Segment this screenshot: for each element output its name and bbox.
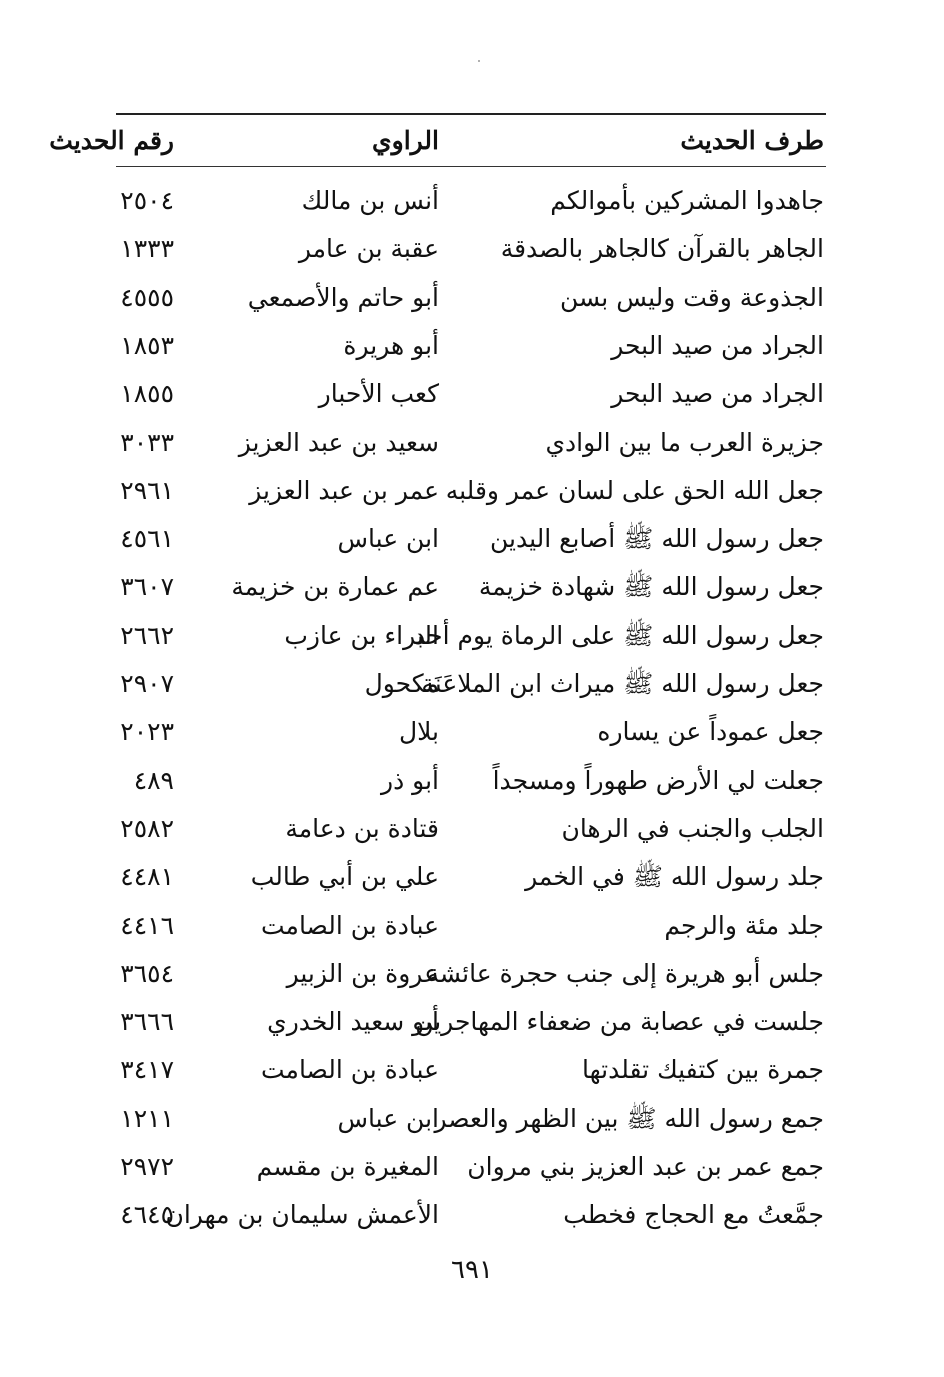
page-number: ٦٩١	[451, 1255, 493, 1285]
hadith-number: ٢٥٠٤	[120, 186, 174, 215]
hadith-number: ٣٦٠٧	[120, 572, 174, 602]
hadith-text: جاهدوا المشركين بأموالكم	[550, 186, 824, 215]
top-rule	[116, 113, 826, 115]
hadith-text: الجراد من صيد البحر	[611, 330, 824, 360]
hadith-text: جعل رسول الله ﷺ على الرماة يوم أحد	[414, 620, 824, 650]
narrator: البراء بن عازب	[284, 620, 439, 650]
table-row	[0, 1096, 944, 1142]
hadith-text: الجلب والجنب في الرهان	[561, 813, 824, 843]
hadith-number: ٣٦٦٦	[120, 1007, 174, 1037]
hadith-number: ١٨٥٥	[120, 379, 174, 409]
hadith-number: ٢٠٢٣	[120, 717, 174, 747]
table-row	[0, 661, 944, 707]
hadith-number: ١٨٥٣	[120, 330, 174, 360]
narrator: المغيرة بن مقسم	[256, 1152, 439, 1181]
narrator: ابن عباس	[337, 524, 439, 554]
hadith-text: الجراد من صيد البحر	[611, 379, 824, 409]
hadith-number: ٤٥٦١	[120, 524, 174, 554]
header-hadith-text: طرف الحديث	[680, 126, 824, 155]
hadith-text: جمرة بين كتفيك تقلدتها	[582, 1055, 824, 1085]
table-row	[0, 1047, 944, 1093]
narrator: أبو سعيد الخدري	[267, 1007, 439, 1037]
hadith-number: ٤٤١٦	[120, 910, 174, 940]
hadith-number: ٤٦٤٥	[120, 1200, 174, 1230]
hadith-text: جلد مئة والرجم	[664, 910, 824, 940]
table-row	[0, 903, 944, 949]
hadith-number: ٢٦٦٢	[120, 620, 174, 650]
hadith-text: جلست في عصابة من ضعفاء المهاجرين	[415, 1007, 824, 1037]
hadith-text: جزيرة العرب ما بين الوادي	[545, 427, 824, 457]
hadith-text: جلس أبو هريرة إلى جنب حجرة عائشة	[426, 958, 824, 988]
table-row	[0, 854, 944, 900]
hadith-text: الجذوعة وقت وليس بسن	[559, 282, 824, 312]
hadith-number: ١٣٣٣	[120, 234, 174, 264]
header-hadith-number: رقم الحديث	[49, 126, 174, 155]
hadith-number: ١٢١١	[120, 1103, 174, 1133]
table-row	[0, 516, 944, 562]
table-row	[0, 999, 944, 1045]
hadith-text: جمع رسول الله ﷺ بين الظهر والعصر	[434, 1103, 824, 1133]
hadith-text: جعلت لي الأرض طهوراً ومسجداً	[492, 765, 824, 795]
narrator: بلال	[398, 717, 439, 747]
hadith-text: جعل رسول الله ﷺ أصابع اليدين	[490, 524, 824, 554]
hadith-text: جعل رسول الله ﷺ شهادة خزيمة	[478, 572, 824, 602]
narrator: ابن عباس	[337, 1103, 439, 1133]
narrator: أبو هريرة	[343, 330, 439, 360]
table-row	[0, 420, 944, 466]
print-speck	[478, 60, 480, 62]
narrator: أبو ذر	[381, 765, 439, 795]
narrator: عم عمارة بن خزيمة	[231, 572, 439, 602]
narrator: عبادة بن الصامت	[261, 1055, 439, 1085]
narrator: عمر بن عبد العزيز	[249, 475, 439, 505]
table-row	[0, 564, 944, 610]
narrator: أنس بن مالك	[301, 186, 439, 215]
table-row	[0, 1192, 944, 1238]
hadith-number: ٤٤٨١	[120, 862, 174, 892]
table-row	[0, 468, 944, 514]
narrator: سعيد بن عبد العزيز	[238, 427, 439, 457]
narrator: علي بن أبي طالب	[250, 862, 439, 892]
hadith-number: ٢٩٠٧	[120, 669, 174, 698]
hadith-number: ٣٤١٧	[120, 1055, 174, 1085]
table-row	[0, 275, 944, 321]
hadith-number: ٣٠٣٣	[120, 427, 174, 457]
hadith-text: جمع عمر بن عبد العزيز بني مروان	[467, 1152, 824, 1181]
narrator: عبادة بن الصامت	[261, 910, 439, 940]
hadith-number: ٢٥٨٢	[120, 813, 174, 843]
hadith-number: ٤٥٥٥	[120, 282, 174, 312]
table-row	[0, 371, 944, 417]
hadith-text: الجاهر بالقرآن كالجاهر بالصدقة	[500, 234, 824, 264]
hadith-number: ٢٩٦١	[120, 475, 174, 505]
table-row	[0, 613, 944, 659]
table-row	[0, 758, 944, 804]
hadith-text: جلد رسول الله ﷺ في الخمر	[525, 862, 824, 892]
narrator: كعب الأحبار	[318, 379, 439, 409]
hadith-number: ٣٦٥٤	[120, 958, 174, 988]
hadith-text: جمَّعتُ مع الحجاج فخطب	[563, 1200, 824, 1230]
narrator: عقبة بن عامر	[298, 234, 439, 264]
narrator: الأعمش سليمان بن مهران	[165, 1200, 439, 1230]
hadith-text: جعل الله الحق على لسان عمر وقلبه	[445, 475, 824, 505]
hadith-text: جعل عموداً عن يساره	[597, 717, 824, 747]
hadith-text: جعل رسول الله ﷺ ميراث ابن الملاعَنَة	[421, 669, 824, 698]
narrator: قتادة بن دعامة	[285, 813, 439, 843]
table-row	[0, 709, 944, 755]
table-row	[0, 1144, 944, 1190]
table-row	[0, 226, 944, 272]
narrator: مكحول	[364, 669, 439, 698]
narrator: عروة بن الزبير	[286, 958, 439, 988]
header-rule	[116, 166, 826, 167]
hadith-number: ٤٨٩	[133, 765, 174, 795]
narrator: أبو حاتم والأصمعي	[247, 282, 439, 312]
table-row	[0, 951, 944, 997]
table-row	[0, 806, 944, 852]
table-row	[0, 178, 944, 224]
table-row	[0, 323, 944, 369]
hadith-number: ٢٩٧٢	[120, 1152, 174, 1181]
header-narrator: الراوي	[372, 126, 439, 155]
